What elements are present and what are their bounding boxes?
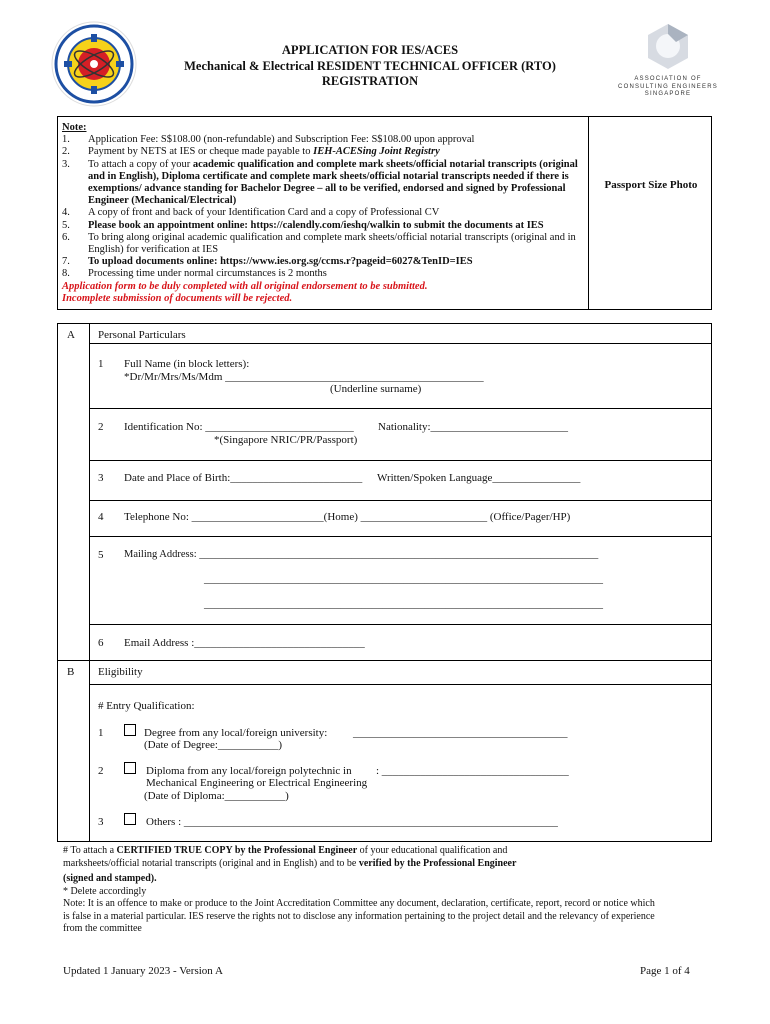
ace-line3: SINGAPORE — [644, 91, 692, 97]
nationality-field[interactable]: Nationality:_________________________ — [378, 421, 569, 433]
section-b-title: Eligibility — [98, 666, 143, 678]
signed-stamped: (signed and stamped). — [63, 873, 157, 884]
degree-date-field[interactable]: (Date of Degree:___________) — [144, 739, 283, 751]
degree-label: Degree from any local/foreign university: — [144, 727, 328, 739]
note-item: 6. To bring along original academic qualification and complete mark sheets/official notarial transcripts (original and in English) for verification at IES — [62, 231, 576, 256]
warning-line-2: Incomplete submission of documents will be rejected. — [62, 292, 293, 304]
diploma-field[interactable]: : __________________________________ — [376, 765, 569, 777]
others-field[interactable]: Others : ____________________________________________________________________ — [146, 816, 558, 828]
mailing-address-line2[interactable]: ____________________________________________________________________________ — [204, 574, 603, 585]
note-item: 7. To upload documents online: https://www.ies.org.sg/ccms.r?pageid=6027&TenID=IES — [62, 256, 473, 268]
section-a-letter: A — [67, 329, 75, 341]
degree-checkbox[interactable] — [124, 724, 136, 736]
diploma-date-field[interactable]: (Date of Diploma:___________) — [144, 790, 289, 802]
section-a-title: Personal Particulars — [98, 329, 186, 341]
note-item: 3. To attach a copy of your academic qualification and complete mark sheets/official notarial transcripts (original and in English), Diploma certificate and complete mark sheets/official notarial transcripts needed if there is exemptions/ advance standing for Bachelor Degree – all to be verified, endorsed and signed by Professional Engineer (Mechanical/Electrical) — [62, 158, 578, 207]
form-table — [57, 323, 712, 842]
note-item: 1. Application Fee: S$108.00 (non-refundable) and Subscription Fee: S$108.00 upon approval — [62, 134, 475, 146]
birth-field[interactable]: Date and Place of Birth:________________________ — [124, 472, 363, 484]
email-field[interactable]: Email Address :_______________________________ — [124, 637, 365, 649]
footnote: # To attach a CERTIFIED TRUE COPY by the Professional Engineer of your educational qualification and marksheets/official notarial transcripts (original and in English) and to be verified by the Professional Engineer (signed and stamped). * Delete accordingly Note: It is an offence to make or produce to the Joint Accreditation Committee any document, declaration, certificate, report, record or notice which is false in a material particular. IES reserve the rights not to disclose any information pertaining to the project detail and the relevancy of experience from the committee — [63, 845, 663, 936]
ace-line1: ASSOCIATION OF — [634, 76, 702, 82]
row-number: 3 — [98, 472, 104, 484]
row-number: 2 — [98, 765, 104, 777]
row-number: 1 — [98, 727, 104, 739]
version-label: Updated 1 January 2023 - Version A — [63, 965, 223, 977]
surname-hint: (Underline surname) — [330, 383, 422, 395]
ies-logo — [48, 20, 140, 108]
full-name-field[interactable]: *Dr/Mr/Mrs/Ms/Mdm _______________________________________________ — [124, 371, 484, 383]
row-number: 4 — [98, 511, 104, 523]
mailing-address-line3[interactable]: ____________________________________________________________________________ — [204, 599, 603, 610]
passport-photo-box[interactable]: Passport Size Photo — [604, 179, 698, 191]
note-item: 4. A copy of front and back of your Identification Card and a copy of Professional CV — [62, 207, 440, 219]
note-item: 8. Processing time under normal circumstances is 2 months — [62, 268, 327, 280]
id-hint: *(Singapore NRIC/PR/Passport) — [214, 434, 358, 446]
identification-field[interactable]: Identification No: ___________________________ — [124, 421, 354, 433]
section-b-letter: B — [67, 666, 75, 678]
offence-note: Note: It is an offence to make or produce to the Joint Accreditation Committee any document, declaration, certificate, report, record or notice which is false in a material particular. IES reserve the rights not to disclose any information pertaining to the project detail and the relevancy of experience from the committee — [63, 898, 655, 934]
note-item: 5. Please book an appointment online: https://calendly.com/ieshq/walkin to submit the documents at IES — [62, 219, 544, 231]
others-checkbox[interactable] — [124, 813, 136, 825]
warning-line-1: Application form to be duly completed with all original endorsement to be submitted. — [62, 280, 428, 292]
language-field[interactable]: Written/Spoken Language________________ — [377, 472, 581, 484]
diploma-checkbox[interactable] — [124, 762, 136, 774]
ace-line2: CONSULTING ENGINEERS — [618, 83, 718, 90]
diploma-label-2: Mechanical Engineering or Electrical Engineering — [146, 777, 368, 789]
telephone-field[interactable]: Telephone No: ________________________(Home) _______________________ (Office/Pager/HP) — [124, 511, 571, 523]
entry-qualification-label: # Entry Qualification: — [98, 700, 195, 712]
note-item: 2. Payment by NETS at IES or cheque made payable to IEH-ACESing Joint Registry — [62, 146, 440, 158]
notes-heading: Note: — [62, 122, 87, 133]
notes-list — [62, 122, 582, 305]
title-line1: APPLICATION FOR IES/ACES — [281, 43, 459, 57]
row-number: 1 — [98, 358, 104, 370]
mailing-address-field[interactable]: Mailing Address: ____________________________________________________________________________ — [124, 549, 599, 560]
row-number: 3 — [98, 816, 104, 828]
diploma-label: Diploma from any local/foreign polytechnic in — [146, 765, 352, 777]
full-name-label: Full Name (in block letters): — [124, 358, 250, 370]
notes-box — [57, 116, 712, 310]
degree-field[interactable]: _______________________________________ — [353, 727, 568, 739]
row-number: 6 — [98, 637, 104, 649]
delete-note: * Delete accordingly — [63, 885, 147, 897]
title-line2: Mechanical & Electrical RESIDENT TECHNICAL OFFICER (RTO) — [184, 58, 556, 73]
row-number: 2 — [98, 421, 104, 433]
aces-logo-text — [612, 76, 724, 99]
title-line3: REGISTRATION — [321, 74, 419, 88]
row-number: 5 — [98, 549, 104, 561]
page-number: Page 1 of 4 — [640, 965, 690, 977]
page-title — [150, 43, 590, 90]
